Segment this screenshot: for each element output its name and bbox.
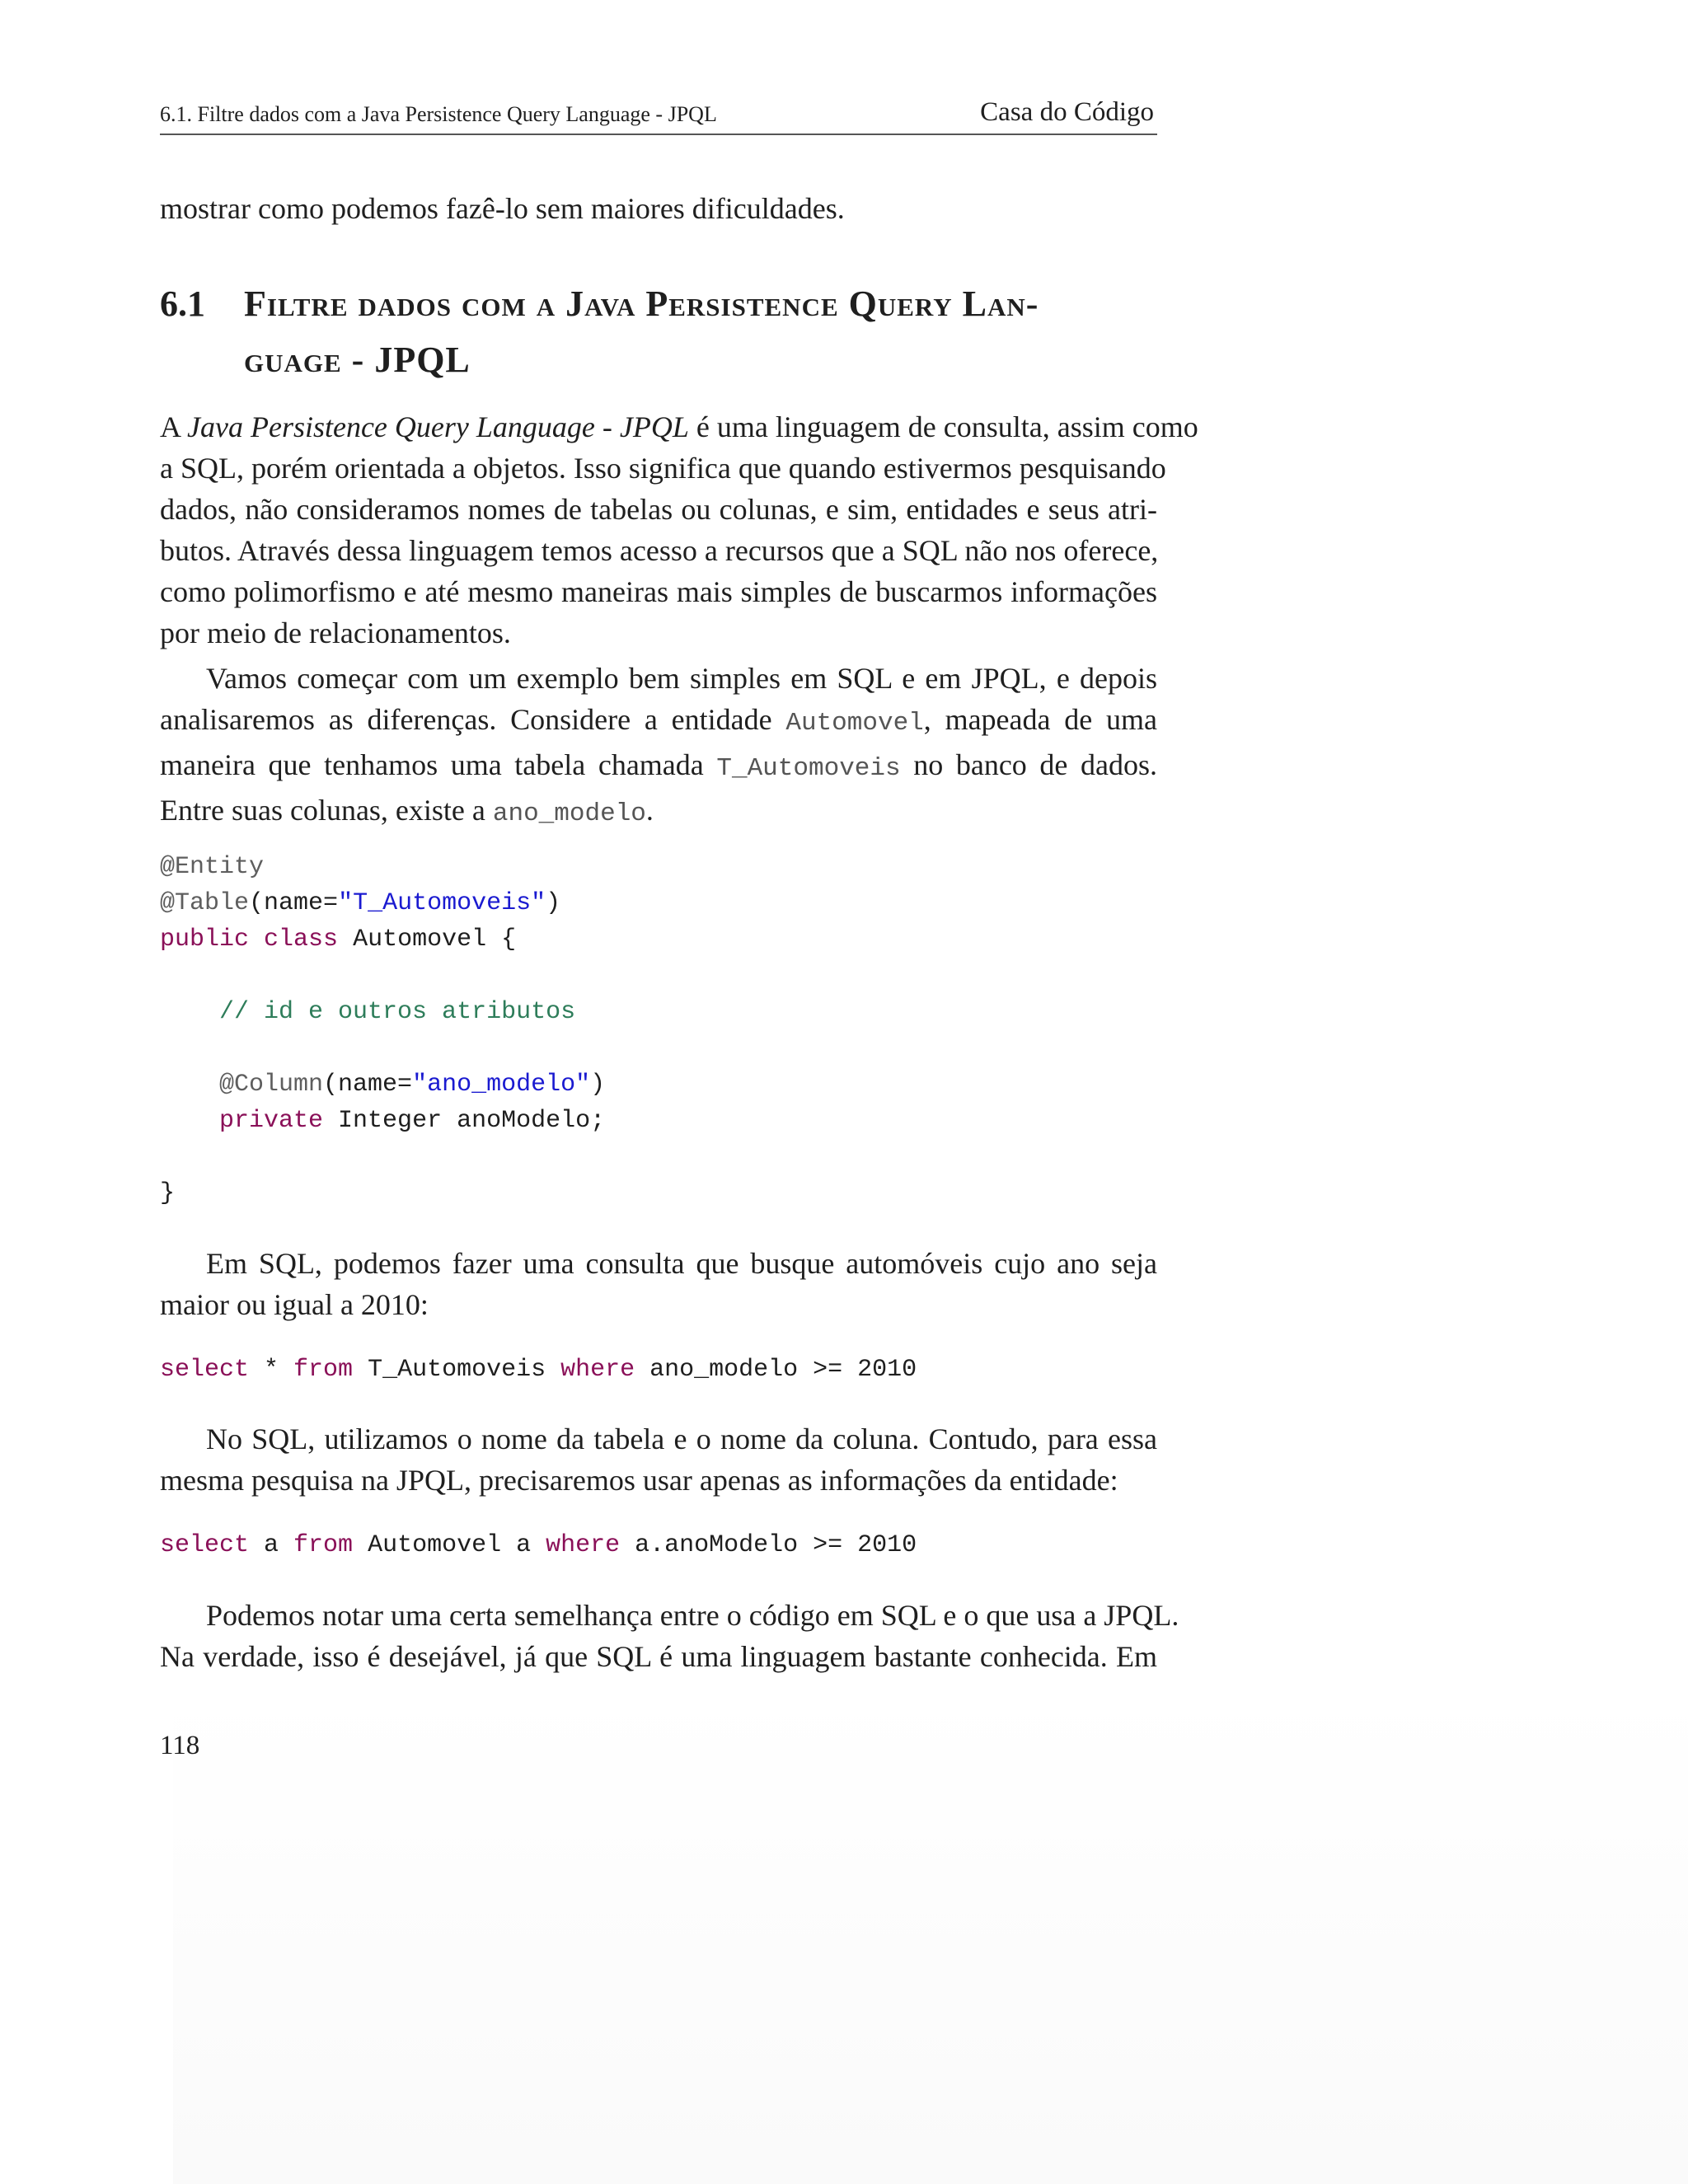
italic-term: Java Persistence Query Language - JPQL — [187, 410, 689, 443]
text-line: butos. Através dessa linguagem temos acesso a recursos que a SQL não nos oferece, — [160, 534, 1159, 567]
text-line — [160, 790, 1157, 835]
text-line: a SQL, porém orientada a objetos. Isso significa que quando estivermos pesquisando — [160, 452, 1166, 485]
inline-code: T_Automoveis — [716, 754, 901, 783]
text-run: no banco de dados. — [900, 748, 1157, 781]
inline-code: ano_modelo — [492, 799, 646, 828]
paragraph-jpql-definition — [160, 406, 1198, 654]
text-run: maneira que tenhamos uma tabela chamada — [160, 748, 717, 781]
text-line — [160, 699, 1157, 744]
paragraph-example-intro — [160, 658, 1157, 835]
code-line — [160, 926, 516, 954]
text-line: dados, não consideramos nomes de tabelas ou colunas, e sim, entidades e seus atri- — [160, 493, 1157, 526]
header-publisher: Casa do Código — [980, 97, 1154, 127]
code-text: a — [249, 1531, 294, 1559]
paragraph-jpql-intro — [160, 1418, 1157, 1501]
section-number: 6.1 — [160, 284, 205, 324]
code-block-entity — [160, 849, 605, 1212]
text-run: Entre suas colunas, existe a — [160, 794, 493, 827]
text-line: Em SQL, podemos fazer uma consulta que busque automóveis cujo ano seja — [206, 1247, 1157, 1280]
inline-code: Automovel — [785, 709, 924, 738]
code-text: T_Automoveis — [353, 1356, 561, 1384]
text-line: No SQL, utilizamos o nome da tabela e o nome da coluna. Contudo, para essa — [206, 1422, 1157, 1455]
intro-line: mostrar como podemos fazê-lo sem maiores dificuldades. — [160, 192, 845, 225]
code-block-sql — [160, 1352, 917, 1388]
text-line: maior ou igual a 2010: — [160, 1288, 429, 1321]
text-line: por meio de relacionamentos. — [160, 616, 511, 649]
code-keyword: from — [293, 1531, 354, 1559]
code-keyword: where — [546, 1531, 621, 1559]
code-line — [160, 889, 560, 917]
code-line — [160, 853, 264, 881]
code-text: (name= — [323, 1071, 413, 1099]
text-run: A — [160, 410, 188, 443]
code-keyword: private — [219, 1107, 324, 1135]
section-title-line: guage - JPQL — [244, 340, 471, 380]
page-number: 118 — [160, 1731, 200, 1760]
code-keyword: select — [160, 1531, 250, 1559]
section-title-line: Filtre dados com a Java Persistence Query Lan- — [244, 284, 1039, 324]
code-annotation: @Table — [160, 889, 250, 917]
code-annotation: @Entity — [160, 853, 265, 881]
code-keyword: select — [160, 1356, 250, 1384]
text-run: analisaremos as diferenças. Considere a entidade — [160, 703, 786, 736]
code-comment: // id e outros atributos — [219, 998, 576, 1026]
code-keyword: public — [160, 926, 250, 954]
paragraph-sql-intro — [160, 1243, 1157, 1325]
text-line: Podemos notar uma certa semelhança entre o código em SQL e o que usa a JPQL. — [206, 1599, 1179, 1632]
page-shadow — [173, 1690, 1688, 2184]
code-keyword: class — [264, 926, 339, 954]
code-annotation: @Column — [219, 1071, 324, 1099]
code-keyword: where — [560, 1356, 635, 1384]
text-run: . — [645, 794, 654, 827]
code-text: ano_modelo >= 2010 — [635, 1356, 917, 1384]
code-text: Automovel { — [338, 926, 517, 954]
text-line: Vamos começar com um exemplo bem simples em SQL e em JPQL, e depois — [206, 662, 1157, 695]
code-text: ) — [546, 889, 561, 917]
code-text: ) — [590, 1071, 606, 1099]
paragraph-comparison — [160, 1595, 1179, 1677]
text-line — [160, 744, 1157, 790]
code-text: (name= — [249, 889, 339, 917]
code-line — [219, 1107, 605, 1135]
code-text: Integer anoModelo; — [323, 1107, 606, 1135]
code-text: a.anoModelo >= 2010 — [620, 1531, 917, 1559]
text-run: , mapeada de uma — [923, 703, 1157, 736]
code-string: "ano_modelo" — [412, 1071, 591, 1099]
text-run: é uma linguagem de consulta, assim como — [688, 410, 1198, 443]
text-line — [160, 406, 1198, 448]
text-line: Na verdade, isso é desejável, já que SQL é uma linguagem bastante conhecida. Em — [160, 1640, 1157, 1673]
code-text: Automovel a — [353, 1531, 546, 1559]
running-header — [160, 97, 1157, 135]
text-line: mesma pesquisa na JPQL, precisaremos usar apenas as informações da entidade: — [160, 1464, 1118, 1497]
code-line: } — [160, 1179, 176, 1207]
section-title — [244, 276, 1159, 388]
text-line: como polimorfismo e até mesmo maneiras mais simples de buscarmos informações — [160, 575, 1157, 608]
code-keyword: from — [293, 1356, 354, 1384]
code-block-jpql — [160, 1527, 917, 1563]
code-line — [219, 1071, 605, 1099]
code-string: "T_Automoveis" — [338, 889, 546, 917]
header-section-title: 6.1. Filtre dados com a Java Persistence Query Language - JPQL — [160, 102, 717, 126]
code-text: * — [249, 1356, 294, 1384]
intro-paragraph — [160, 188, 1157, 229]
